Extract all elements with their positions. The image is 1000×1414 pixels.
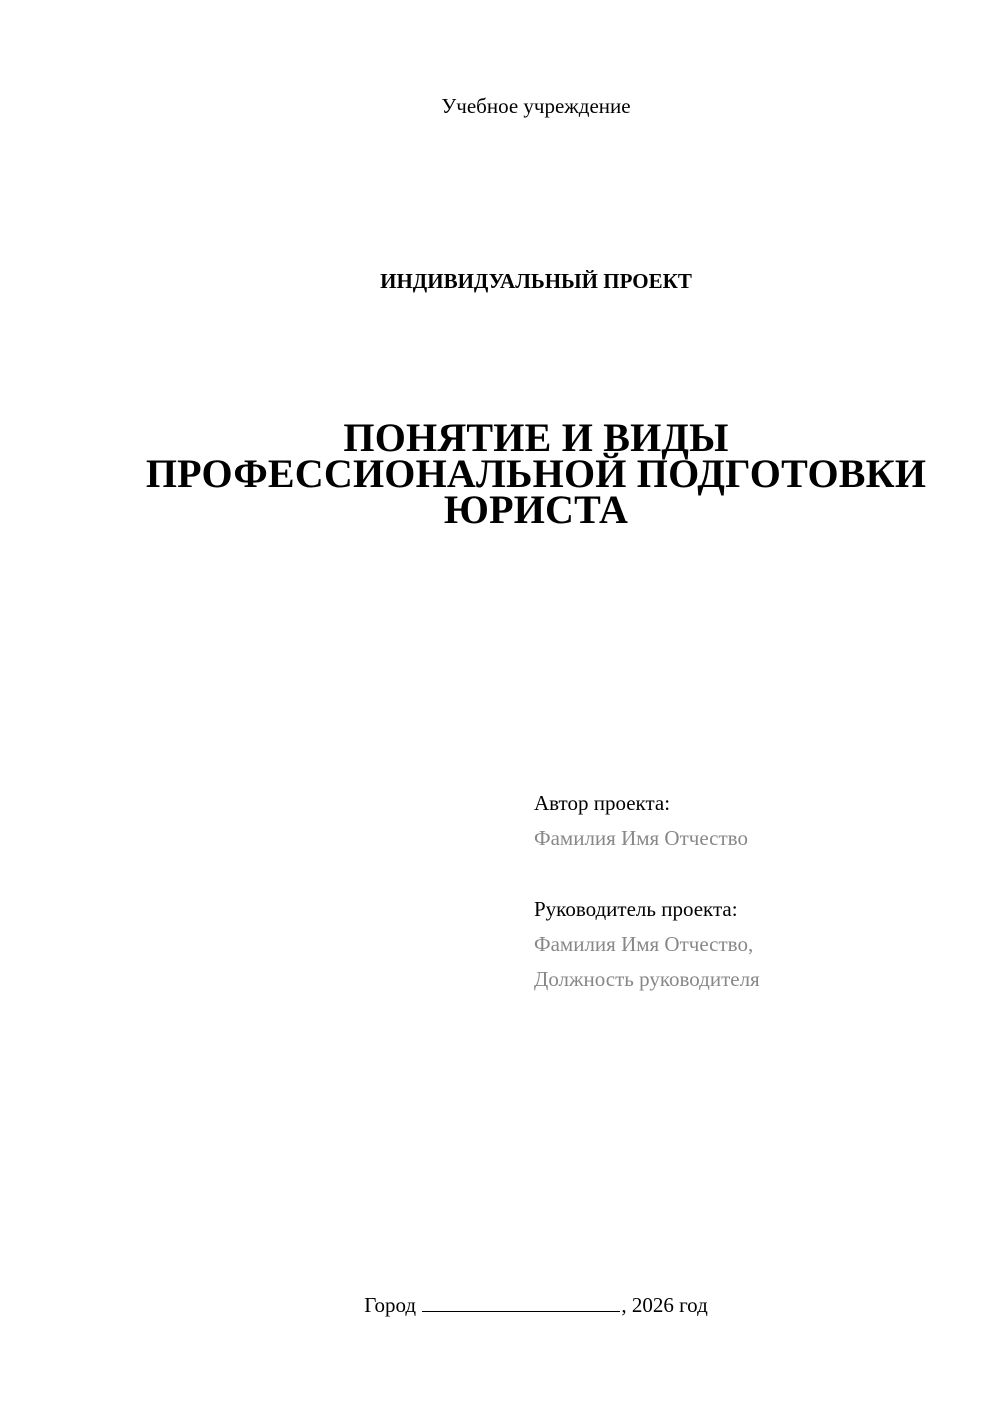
project-title-line-2: ПРОФЕССИОНАЛЬНОЙ ПОДГОТОВКИ [145,451,927,496]
document-type: ИНДИВИДУАЛЬНЫЙ ПРОЕКТ [380,269,692,293]
author-name: Фамилия Имя Отчество [534,826,748,850]
supervisor-position: Должность руководителя [534,967,760,991]
city-blank-line [422,1293,620,1312]
project-title [0,415,1000,532]
supervisor-block [534,892,760,997]
supervisor-name: Фамилия Имя Отчество, [534,932,754,956]
supervisor-label: Руководитель проекта: [534,897,738,921]
city-label: Город [364,1293,417,1317]
city-year-line [0,1290,1000,1320]
year-text: , 2026 год [621,1293,708,1317]
project-title-line-3: ЮРИСТА [443,487,629,532]
project-title-line-1: ПОНЯТИЕ И ВИДЫ [343,415,729,460]
author-label: Автор проекта: [534,791,671,815]
institution-name: Учебное учреждение [441,94,631,118]
author-block [534,786,748,856]
